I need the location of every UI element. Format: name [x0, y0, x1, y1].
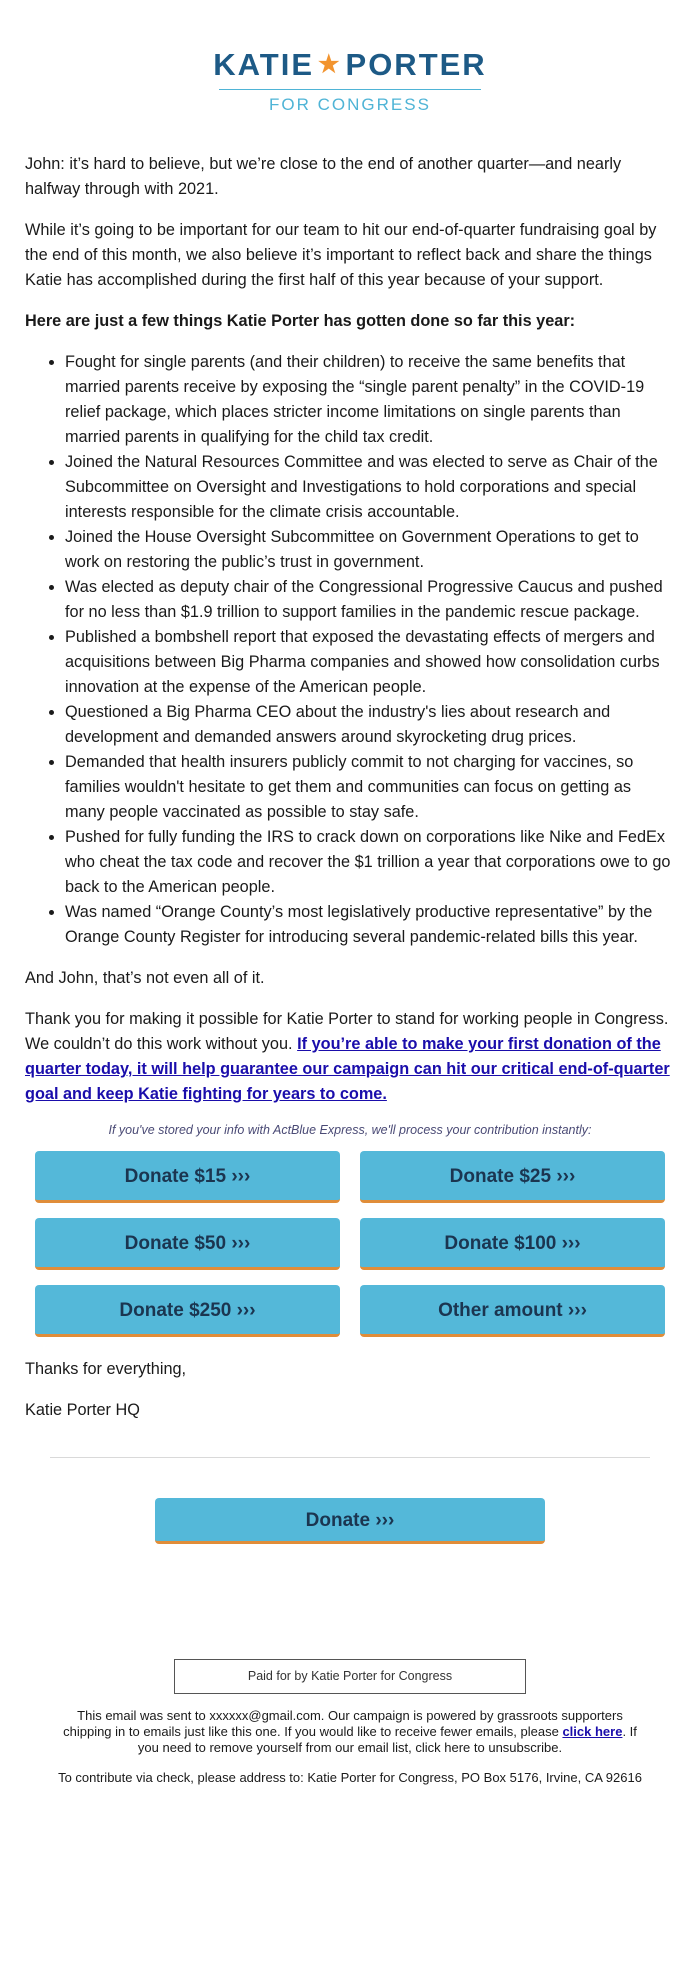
email-footer: [0, 1708, 700, 1786]
list-item: • Joined the Natural Resources Committee and was elected to serve as Chair of the Subcommittee on Oversight and Investigations to hold corporations and special interests responsible for the climate crisis accountable.: [65, 450, 675, 525]
thank-you-paragraph: [25, 1007, 675, 1107]
list-item: • Demanded that health insurers publicly commit to not charging for vaccines, so families wouldn't hesitate to get them and communities can focus on getting as many people vaccinated as possible to stay safe.: [65, 750, 675, 825]
list-item: • Pushed for fully funding the IRS to crack down on corporations like Nike and FedEx who cheat the tax code and recover the $1 trillion a year that corporations owe to go back to the American people.: [65, 825, 675, 900]
intro-paragraph-1: John: it’s hard to believe, but we’re close to the end of another quarter—and nearly halfway through with 2021.: [25, 155, 622, 198]
donate-appeal-link[interactable]: If you’re able to make your first donation of the quarter today, it will help guarantee our campaign can hit our critical end-of-quarter goal and keep Katie fighting for years to come.: [25, 1035, 670, 1103]
footer-unsubscribe-text: . If you need to remove yourself from our email list, click here to unsubscribe.: [137, 1724, 637, 1755]
list-item: • Questioned a Big Pharma CEO about the industry's lies about research and development and demanded answers around skyrocketing drug prices.: [65, 700, 675, 750]
main-donate-button[interactable]: Donate ›››: [155, 1498, 545, 1544]
list-item: • Was named “Orange County’s most legislatively productive representative” by the Orange County Register for introducing several pandemic-related bills this year.: [65, 900, 675, 950]
donate-button-grid: [0, 1151, 700, 1337]
footer-email-notice: [55, 1708, 645, 1756]
intro-paragraph-2: While it’s going to be important for our team to hit our end-of-quarter fundraising goal by the end of this month, we also believe it’s important to reflect back and share the things Katie has accomplished during the first half of this year because of your support.: [25, 221, 657, 289]
paid-for-box: Paid for by Katie Porter for Congress: [174, 1659, 526, 1694]
logo-subtitle: FOR CONGRESS: [269, 95, 431, 114]
signoff-block: [0, 1357, 700, 1423]
list-item: • Fought for single parents (and their children) to receive the same benefits that married parents receive by exposing the “single parent penalty” in the COVID-19 relief package, which places stricter income limitations on single parents than married parents in qualifying for the child tax credit.: [65, 350, 675, 450]
list-item: • Joined the House Oversight Subcommittee on Government Operations to get to work on restoring the public’s trust in government.: [65, 525, 675, 575]
actblue-note: If you've stored your info with ActBlue Express, we'll process your contribution instantly:: [108, 1123, 592, 1137]
donate-15-button[interactable]: Donate $15 ›››: [35, 1151, 340, 1203]
thank-you-text: Thank you for making it possible for Katie Porter to stand for working people in Congress. We couldn’t do this work without you.: [25, 1010, 669, 1053]
footer-check-address: To contribute via check, please address to: Katie Porter for Congress, PO Box 5176, Irvine, CA 92616: [58, 1770, 642, 1785]
not-all-paragraph: And John, that’s not even all of it.: [25, 969, 265, 987]
accomplishments-heading: Here are just a few things Katie Porter has gotten done so far this year:: [25, 312, 576, 330]
donate-50-button[interactable]: Donate $50 ›››: [35, 1218, 340, 1270]
signature-text: Katie Porter HQ: [25, 1401, 140, 1419]
donate-100-button[interactable]: Donate $100 ›››: [360, 1218, 665, 1270]
donate-other-amount-button[interactable]: Other amount ›››: [360, 1285, 665, 1337]
email-body: [0, 112, 700, 1107]
footer-sent-text: This email was sent to xxxxxx@gmail.com. Our campaign is powered by grassroots supporters chipping in to emails just like this one. If you would like to receive fewer emails, please: [63, 1708, 623, 1739]
section-divider: [50, 1457, 650, 1458]
donate-25-button[interactable]: Donate $25 ›››: [360, 1151, 665, 1203]
logo-first-name: KATIE: [213, 47, 314, 82]
list-item: • Was elected as deputy chair of the Congressional Progressive Caucus and pushed for no less than $1.9 trillion to support families in the pandemic rescue package.: [65, 575, 675, 625]
donate-250-button[interactable]: Donate $250 ›››: [35, 1285, 340, 1337]
logo-divider: [219, 89, 481, 90]
accomplishments-list: [25, 350, 675, 950]
star-icon: ★: [318, 51, 342, 78]
logo-last-name: PORTER: [345, 47, 487, 82]
campaign-logo: [0, 0, 700, 112]
list-item: • Published a bombshell report that exposed the devastating effects of mergers and acquisitions between Big Pharma companies and showed how consolidation curbs innovation at the expense of the American people.: [65, 625, 675, 700]
fewer-emails-link[interactable]: click here: [562, 1724, 623, 1739]
signoff-text: Thanks for everything,: [25, 1360, 187, 1378]
logo-name: [0, 48, 700, 85]
